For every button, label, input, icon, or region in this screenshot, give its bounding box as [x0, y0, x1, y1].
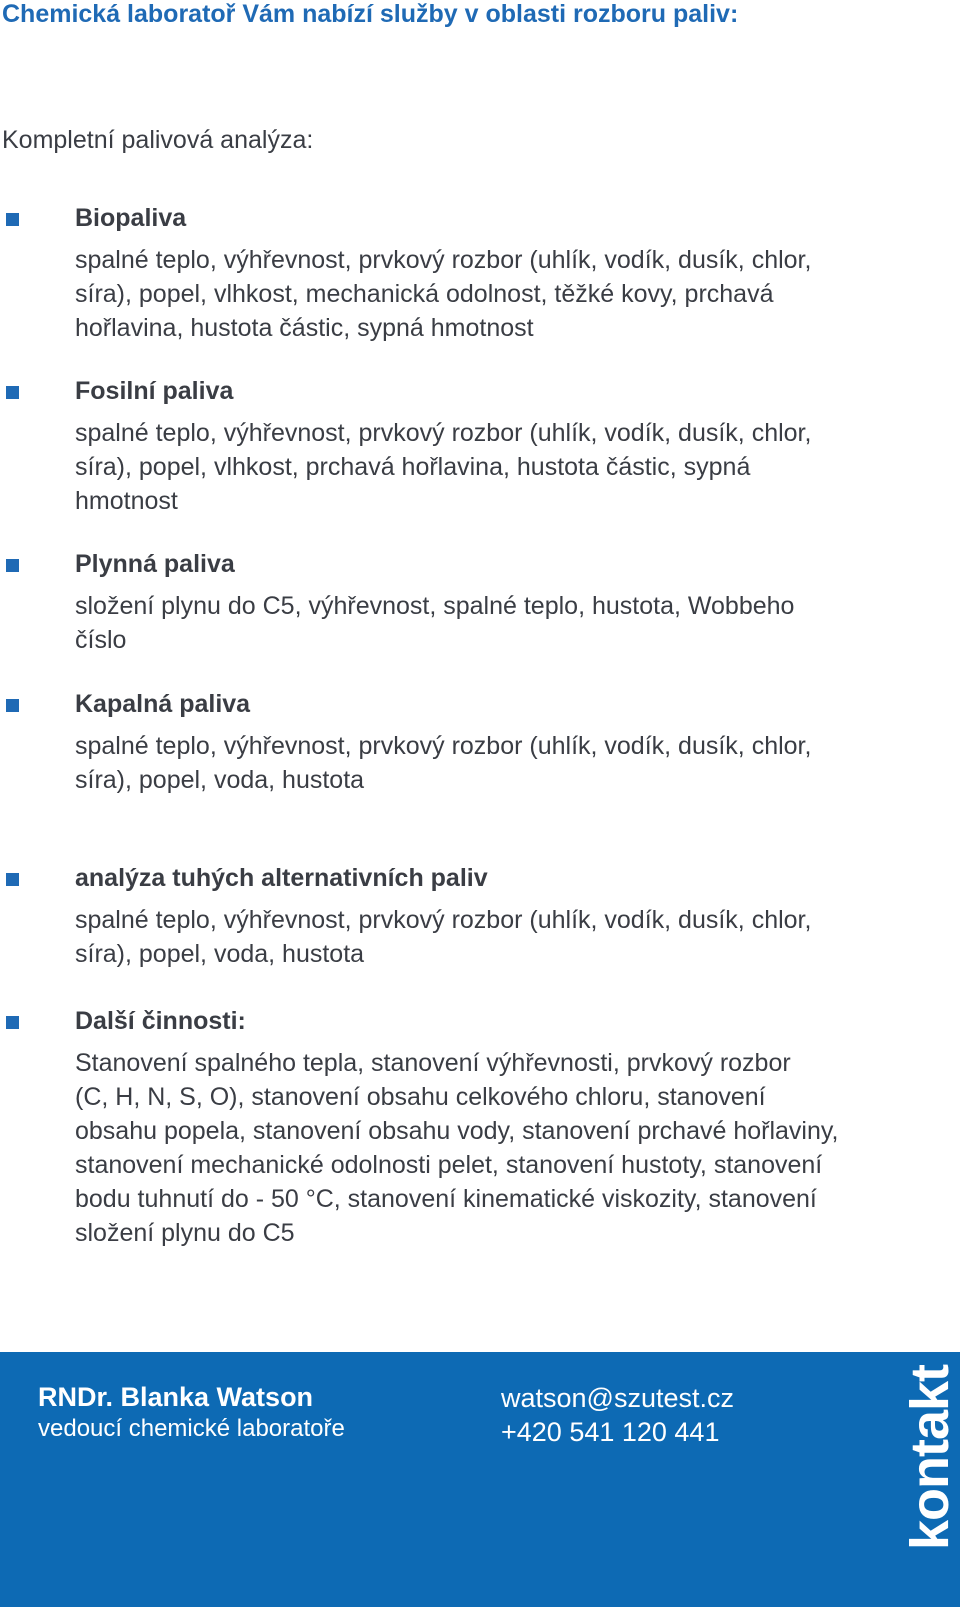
section-body: [75, 903, 935, 971]
bullet-square-icon: [6, 213, 19, 226]
contact-panel: [0, 1352, 960, 1607]
body-line: síra), popel, voda, hustota: [75, 940, 365, 968]
body-line: spalné teplo, výhřevnost, prvkový rozbor (uhlík, vodík, dusík, chlor,: [75, 732, 812, 760]
body-line: obsahu popela, stanovení obsahu vody, stanovení prchavé hořlaviny,: [75, 1117, 839, 1145]
body-line: stanovení mechanické odolnosti pelet, stanovení hustoty, stanovení: [75, 1151, 823, 1179]
section-title: Fosilní paliva: [75, 377, 234, 405]
body-line: spalné teplo, výhřevnost, prvkový rozbor (uhlík, vodík, dusík, chlor,: [75, 419, 812, 447]
contact-email-link[interactable]: watson@szutest.cz: [501, 1383, 734, 1413]
bullet-square-icon: [6, 873, 19, 886]
section-body: [75, 1046, 935, 1250]
contact-name: RNDr. Blanka Watson: [38, 1382, 314, 1412]
bullet-square-icon: [6, 1016, 19, 1029]
section-title: Kapalná paliva: [75, 690, 251, 718]
body-line: síra), popel, voda, hustota: [75, 766, 365, 794]
intro-label: Kompletní palivová analýza:: [2, 126, 314, 154]
body-line: Stanovení spalného tepla, stanovení výhřevnosti, prvkový rozbor: [75, 1049, 791, 1077]
body-line: číslo: [75, 626, 127, 654]
body-line: (C, H, N, S, O), stanovení obsahu celkového chloru, stanovení: [75, 1083, 766, 1111]
bullet-square-icon: [6, 386, 19, 399]
contact-vertical-label: kontakt: [900, 1364, 960, 1550]
contact-role: vedoucí chemické laboratoře: [38, 1415, 345, 1442]
section-body: [75, 729, 935, 797]
section-title: analýza tuhých alternativních paliv: [75, 864, 488, 892]
body-line: spalné teplo, výhřevnost, prvkový rozbor (uhlík, vodík, dusík, chlor,: [75, 906, 812, 934]
body-line: spalné teplo, výhřevnost, prvkový rozbor (uhlík, vodík, dusík, chlor,: [75, 246, 812, 274]
body-line: síra), popel, vlhkost, mechanická odolnost, těžké kovy, prchavá: [75, 280, 774, 308]
contact-phone-link[interactable]: +420 541 120 441: [501, 1417, 720, 1447]
section-title: Další činnosti:: [75, 1007, 246, 1035]
section-body: [75, 589, 935, 657]
section-body: [75, 416, 935, 518]
body-line: hořlavina, hustota částic, sypná hmotnost: [75, 314, 534, 342]
body-line: síra), popel, vlhkost, prchavá hořlavina, hustota částic, sypná: [75, 453, 751, 481]
bullet-square-icon: [6, 699, 19, 712]
body-line: hmotnost: [75, 487, 178, 515]
body-line: složení plynu do C5, výhřevnost, spalné teplo, hustota, Wobbeho: [75, 592, 795, 620]
bullet-square-icon: [6, 559, 19, 572]
section-title: Plynná paliva: [75, 550, 235, 578]
section-body: [75, 243, 935, 345]
body-line: bodu tuhnutí do - 50 °C, stanovení kinematické viskozity, stanovení: [75, 1185, 817, 1213]
page-heading: Chemická laboratoř Vám nabízí služby v oblasti rozboru paliv:: [2, 0, 739, 28]
body-line: složení plynu do C5: [75, 1219, 295, 1247]
section-title: Biopaliva: [75, 204, 187, 232]
